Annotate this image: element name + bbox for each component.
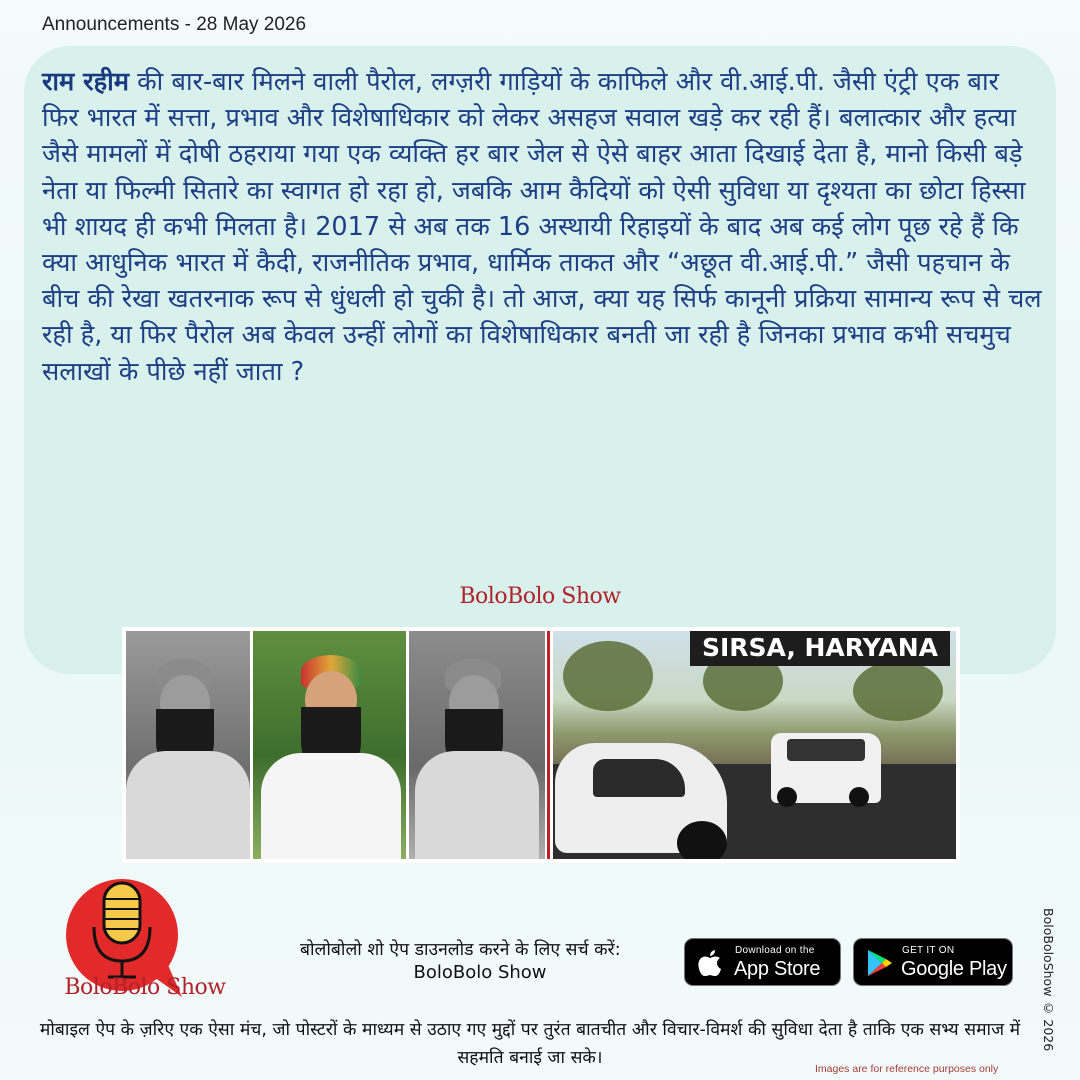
app-store-small-text: Download on the [735,945,815,956]
search-prompt: बोलोबोलो शो ऐप डाउनलोड करने के लिए सर्च करें: [300,940,621,960]
image-disclaimer: Images are for reference purposes only [815,1063,999,1075]
article-body: की बार-बार मिलने वाली पैरोल, लग्ज़री गाड़ियों के काफिले और वी.आई.पी. जैसी एंट्री एक बार फिर भारत में सत्ता, प्रभाव और विशेषाधिकार को लेकर असहज सवाल खड़े कर रही हैं। बलात्कार और हत्या जैसे मामलों में दोषी ठहराया गया एक व्यक्ति हर बार जेल से ऐसे बाहर आता दिखाई देता है, मानो किसी बड़े नेता या फिल्मी सितारे का स्वागत हो रहा हो, जबकि आम कैदियों को ऐसी सुविधा या दृश्यता का छोटा हिस्सा भी शायद ही कभी मिलता है। 2017 से अब तक 16 अस्थायी रिहाइयों के बाद अब कई लोग पूछ रहे हैं कि क्या आधुनिक भारत में कैदी, राजनीतिक प्रभाव, धार्मिक ताकत और “अछूत वी.आई.पी.” जैसी पहचान के बीच की रेखा खतरनाक रूप से धुंधली हो चुकी है। तो आज, क्या यह सिर्फ कानूनी प्रक्रिया सामान्य रूप से चल रही है, या फिर पैरोल अब केवल उन्हीं लोगों का विशेषाधिकार बनती जा रही है जिनका प्रभाव कभी सचमुच सलाखों के पीछे नहीं जाता ? [42,67,1042,387]
photo-frame-3 [409,631,545,859]
tree [853,661,943,721]
app-tagline: मोबाइल ऐप के ज़रिए एक ऐसा मंच, जो पोस्टरों के माध्यम से उठाए गए मुद्दों पर तुरंत बातचीत और विचार-विमर्श की सुविधा देता है ताकि एक सभ्य समाज में सहमति बनाई जा सके। [39,1020,1021,1068]
copyright-vertical: BoloBoloShow © 2026 [1041,908,1056,1052]
google-play-icon [866,948,894,978]
google-play-big-text: Google Play [901,958,1007,980]
photo-frame-2 [253,631,406,859]
card-brand-signature: BoloBolo Show [459,584,621,609]
photo-frame-1 [126,631,250,859]
white-car-window [593,759,685,797]
google-play-button[interactable] [853,938,1013,986]
location-badge: SIRSA, HARYANA [690,631,950,666]
news-photo [122,627,960,863]
photo-divider [547,631,550,859]
suv-wheel [849,787,869,807]
suv-wheel [777,787,797,807]
announcement-date: Announcements - 28 May 2026 [42,14,307,35]
white-car-wheel [677,821,727,859]
article-highlight: राम रहीम [42,67,129,97]
person-body [261,753,401,859]
google-play-small-text: GET IT ON [902,945,955,956]
article-text [42,64,1042,390]
tree [563,641,653,711]
person-body [126,751,250,859]
person-body [415,751,539,859]
app-store-big-text: App Store [734,958,821,980]
search-term: BoloBolo Show [413,962,547,983]
suv-window [787,739,865,761]
app-store-button[interactable] [684,938,841,986]
logo-text: BoloBolo Show [64,975,226,1000]
apple-icon [697,948,723,978]
